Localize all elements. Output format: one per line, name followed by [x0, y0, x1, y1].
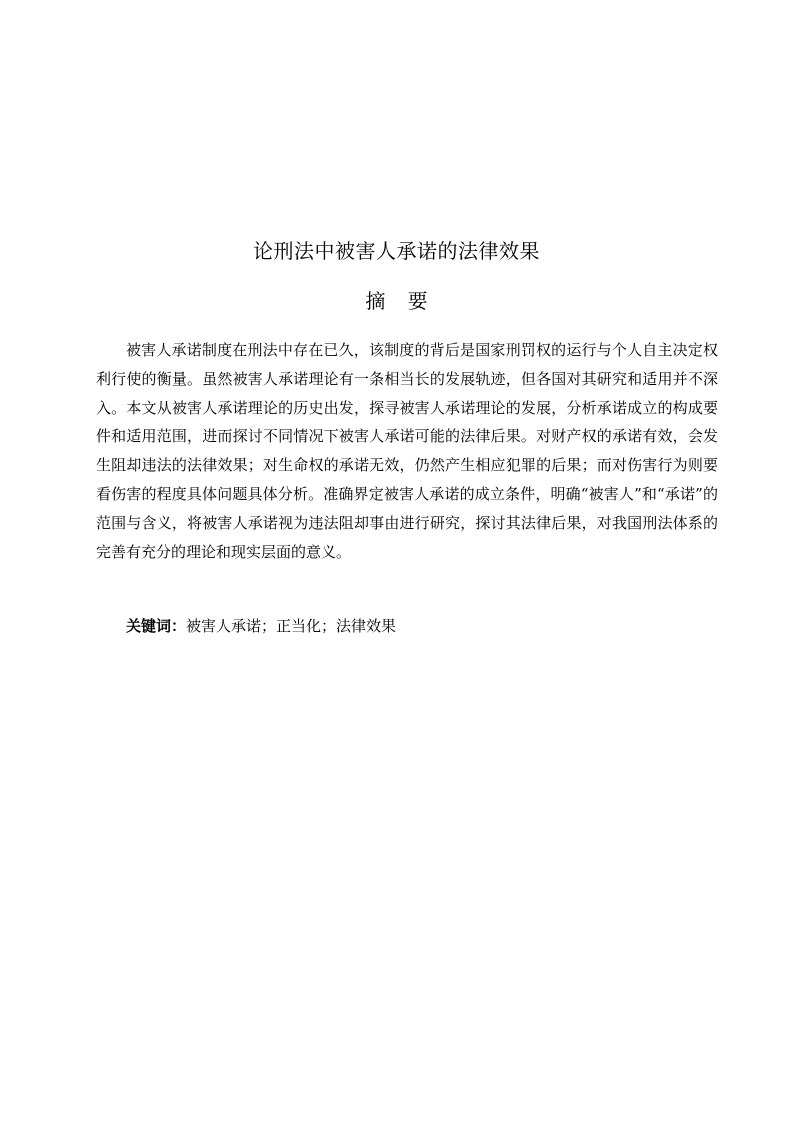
abstract-heading: 摘 要: [365, 289, 436, 313]
keywords-label: 关键词：: [126, 617, 187, 635]
abstract-body: 被害人承诺制度在刑法中存在已久，该制度的背后是国家刑罚权的运行与个人自主决定权利行使的衡量。虽然被害人承诺理论有一条相当长的发展轨迹，但各国对其研究和适用并不深入。本文从被害人承诺理论的历史出发，探寻被害人承诺理论的发展，分析承诺成立的构成要件和适用范围，进而探讨不同情况下被害人承诺可能的法律后果。对财产权的承诺有效，会发生阻却违法的法律效果；对生命权的承诺无效，仍然产生相应犯罪的后果；而对伤害行为则要看伤害的程度具体问题具体分析。准确界定被害人承诺的成立条件，明确“被害人”和“承诺”的范围与含义，将被害人承诺视为违法阻却事由进行研究，探讨其法律后果，对我国刑法体系的完善有充分的理论和现实层面的意义。: [96, 341, 718, 561]
keywords-text: 被害人承诺；正当化；法律效果: [186, 617, 397, 635]
paper-title: 论刑法中被害人承诺的法律效果: [253, 239, 540, 263]
keywords-line: [126, 614, 686, 638]
